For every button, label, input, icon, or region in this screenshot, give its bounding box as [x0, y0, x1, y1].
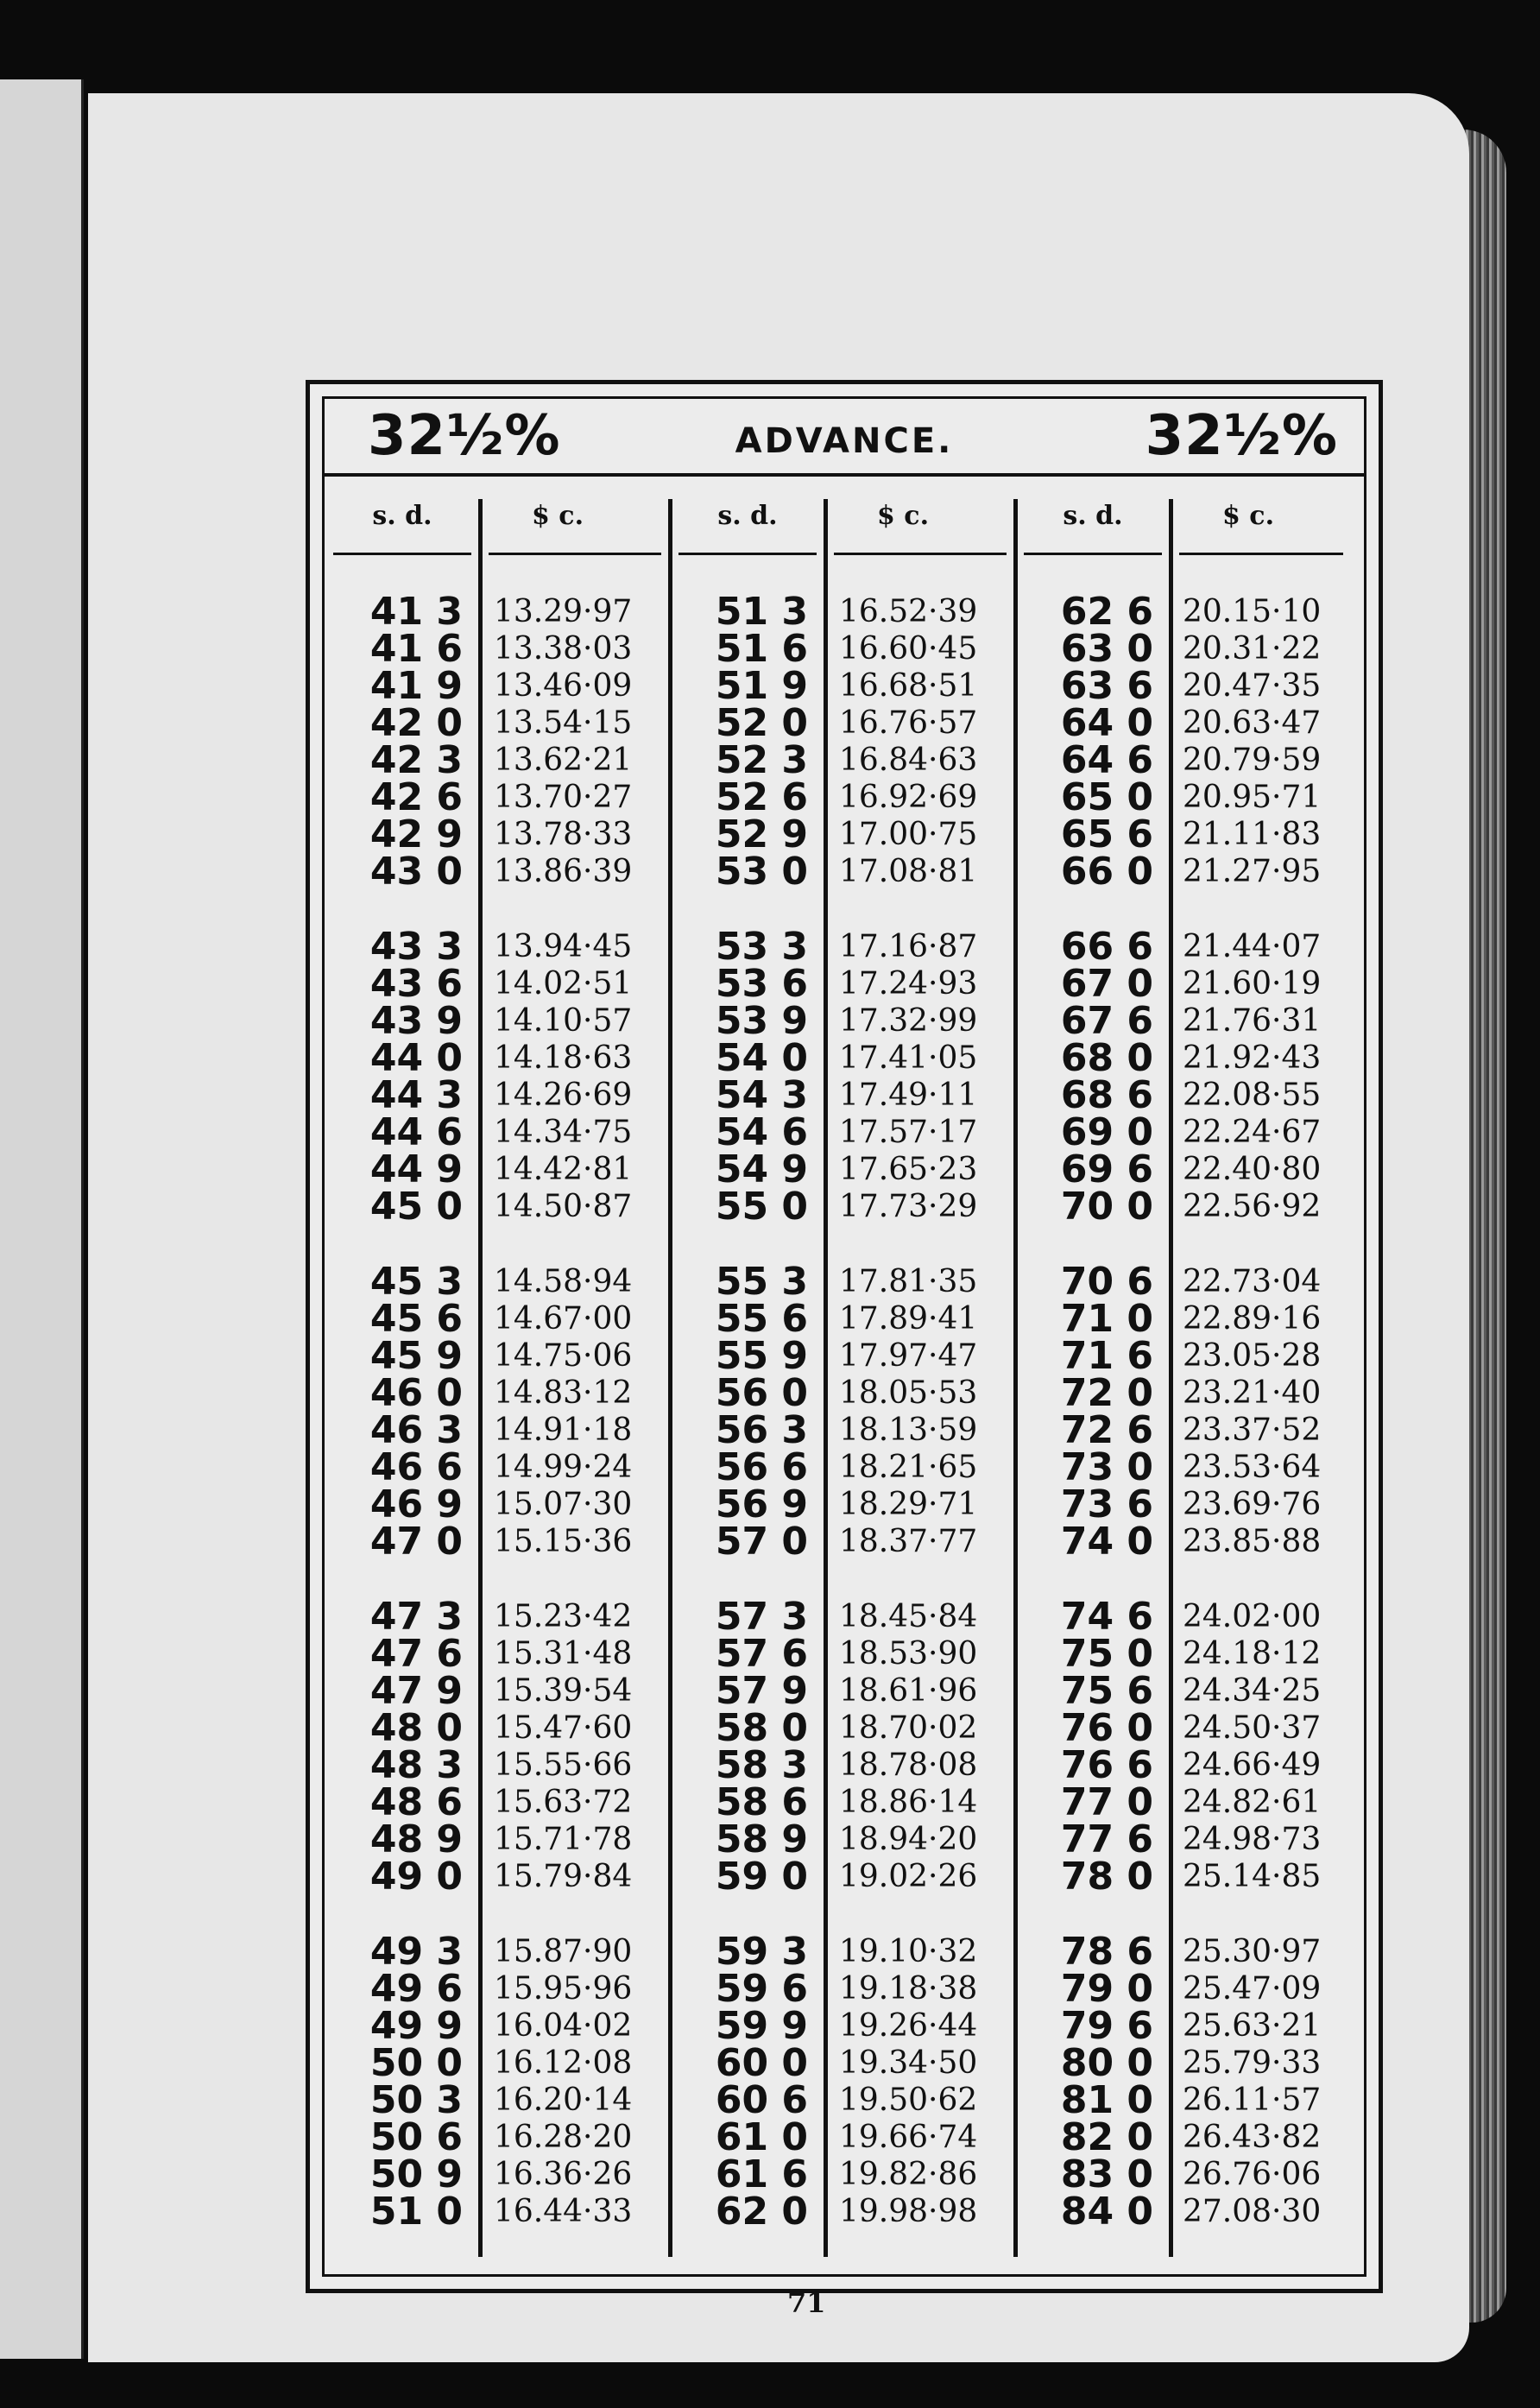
row-block: [981, 1260, 1153, 1564]
sd-cell: 46 6: [369, 1445, 463, 1489]
dollar-cell: 17.81·35: [839, 1264, 978, 1299]
dollar-cell: 19.82·86: [839, 2157, 978, 2192]
dollar-cell: 15.79·84: [494, 1859, 633, 1894]
dollar-cell: 18.53·90: [839, 1636, 978, 1672]
row-block: [981, 925, 1153, 1229]
sd-cell: 58 6: [715, 1780, 808, 1824]
dollar-cell: 19.26·44: [839, 2008, 978, 2044]
sd-cell: 77 6: [1060, 1817, 1153, 1861]
dollar-cell: 15.47·60: [494, 1710, 633, 1746]
sd-cell: 82 0: [1060, 2115, 1153, 2159]
dollar-cell: 16.12·08: [494, 2045, 633, 2081]
column-dc-3: [1183, 593, 1364, 2268]
sd-cell: 42 9: [369, 812, 463, 856]
dollar-cell: 15.55·66: [494, 1748, 633, 1783]
sd-cell: 60 0: [715, 2041, 808, 2085]
sd-cell: 46 3: [369, 1408, 463, 1452]
sd-cell: 67 6: [1060, 999, 1153, 1043]
sd-cell: 65 6: [1060, 812, 1153, 856]
sd-cell: 61 6: [715, 2152, 808, 2196]
sd-cell: 56 0: [715, 1371, 808, 1415]
dollar-cell: 13.62·21: [494, 743, 633, 778]
sd-cell: 54 0: [715, 1036, 808, 1080]
sd-cell: 42 6: [369, 775, 463, 819]
dollar-cell: 18.21·65: [839, 1450, 978, 1485]
dollar-cell: 21.27·95: [1183, 854, 1322, 889]
sd-cell: 53 0: [715, 850, 808, 894]
dollar-cell: 24.34·25: [1183, 1673, 1322, 1709]
sd-cell: 42 0: [369, 701, 463, 745]
sd-cell: 52 3: [715, 738, 808, 782]
page-number: 71: [787, 2286, 826, 2319]
dollar-cell: 26.76·06: [1183, 2157, 1322, 2192]
sd-cell: 53 3: [715, 925, 808, 969]
percent-left: 32½%: [368, 404, 561, 468]
dollar-cell: 15.31·48: [494, 1636, 633, 1672]
dollar-cell: 15.39·54: [494, 1673, 633, 1709]
sd-cell: 47 6: [369, 1632, 463, 1676]
sd-cell: 62 6: [1060, 590, 1153, 634]
dollar-cell: 17.89·41: [839, 1301, 978, 1337]
column-rule: [1169, 499, 1173, 2257]
dollar-cell: 19.02·26: [839, 1859, 978, 1894]
sd-cell: 74 0: [1060, 1520, 1153, 1564]
dollar-cell: 20.63·47: [1183, 705, 1322, 741]
sd-cell: 57 3: [715, 1595, 808, 1639]
row-block: [290, 590, 463, 894]
sd-cell: 59 3: [715, 1930, 808, 1974]
dollar-cell: 19.10·32: [839, 1934, 978, 1969]
dollar-cell: 26.11·57: [1183, 2083, 1322, 2118]
dollar-cell: 22.40·80: [1183, 1152, 1322, 1187]
sd-cell: 44 3: [369, 1073, 463, 1117]
dollar-cell: 13.38·03: [494, 631, 633, 667]
dollar-cell: 22.89·16: [1183, 1301, 1322, 1337]
row-block: [1183, 1598, 1364, 1895]
sd-cell: 51 9: [715, 664, 808, 708]
row-block: [1183, 1933, 1364, 2230]
dollar-cell: 20.47·35: [1183, 668, 1322, 704]
sd-cell: 52 9: [715, 812, 808, 856]
dollar-cell: 22.56·92: [1183, 1189, 1322, 1224]
dollar-cell: 19.50·62: [839, 2083, 978, 2118]
row-block: [290, 1595, 463, 1899]
dollar-cell: 13.54·15: [494, 705, 633, 741]
row-block: [635, 1260, 808, 1564]
sd-cell: 73 6: [1060, 1482, 1153, 1526]
sd-cell: 75 0: [1060, 1632, 1153, 1676]
dollar-cell: 19.66·74: [839, 2120, 978, 2155]
sd-cell: 43 0: [369, 850, 463, 894]
sd-cell: 72 6: [1060, 1408, 1153, 1452]
sd-cell: 41 9: [369, 664, 463, 708]
sd-cell: 51 3: [715, 590, 808, 634]
col-underline: [333, 553, 471, 555]
column-rule: [824, 499, 828, 2257]
dollar-cell: 14.99·24: [494, 1450, 633, 1485]
sd-cell: 43 6: [369, 962, 463, 1006]
dollar-cell: 22.24·67: [1183, 1115, 1322, 1150]
row-block: [981, 1930, 1153, 2234]
dollar-cell: 14.67·00: [494, 1301, 633, 1337]
dollar-cell: 22.73·04: [1183, 1264, 1322, 1299]
sd-cell: 71 6: [1060, 1334, 1153, 1378]
row-block: [635, 925, 808, 1229]
dollar-cell: 25.79·33: [1183, 2045, 1322, 2081]
dollar-cell: 16.60·45: [839, 631, 978, 667]
dollar-cell: 25.47·09: [1183, 1971, 1322, 2007]
sd-cell: 69 0: [1060, 1110, 1153, 1154]
dollar-cell: 14.02·51: [494, 966, 633, 1002]
sd-cell: 58 9: [715, 1817, 808, 1861]
row-block: [635, 1595, 808, 1899]
dollar-cell: 16.68·51: [839, 668, 978, 704]
dollar-cell: 14.26·69: [494, 1078, 633, 1113]
row-block: [290, 1260, 463, 1564]
dollar-cell: 18.29·71: [839, 1487, 978, 1522]
table-title: ADVANCE.: [735, 421, 954, 461]
sd-cell: 41 6: [369, 627, 463, 671]
dollar-cell: 17.57·17: [839, 1115, 978, 1150]
sd-cell: 55 3: [715, 1260, 808, 1304]
dollar-cell: 24.18·12: [1183, 1636, 1322, 1672]
sd-cell: 57 9: [715, 1669, 808, 1713]
dollar-cell: 15.07·30: [494, 1487, 633, 1522]
dollar-cell: 18.61·96: [839, 1673, 978, 1709]
col-head-sd-2: s. d.: [717, 501, 778, 531]
dollar-cell: 17.00·75: [839, 817, 978, 852]
sd-cell: 59 9: [715, 2004, 808, 2048]
column-sd-2: [635, 590, 808, 2268]
sd-cell: 55 0: [715, 1185, 808, 1229]
row-block: [1183, 593, 1364, 890]
dollar-cell: 18.86·14: [839, 1785, 978, 1820]
sd-cell: 47 0: [369, 1520, 463, 1564]
sd-cell: 66 6: [1060, 925, 1153, 969]
sd-cell: 60 6: [715, 2078, 808, 2122]
sd-cell: 48 9: [369, 1817, 463, 1861]
sd-cell: 50 6: [369, 2115, 463, 2159]
dollar-cell: 14.58·94: [494, 1264, 633, 1299]
dollar-cell: 13.86·39: [494, 854, 633, 889]
dollar-cell: 14.42·81: [494, 1152, 633, 1187]
sd-cell: 65 0: [1060, 775, 1153, 819]
sd-cell: 49 6: [369, 1967, 463, 2011]
sd-cell: 79 6: [1060, 2004, 1153, 2048]
sd-cell: 50 3: [369, 2078, 463, 2122]
dollar-cell: 18.45·84: [839, 1599, 978, 1634]
sd-cell: 64 6: [1060, 738, 1153, 782]
dollar-cell: 16.36·26: [494, 2157, 633, 2192]
dollar-cell: 22.08·55: [1183, 1078, 1322, 1113]
dollar-cell: 24.02·00: [1183, 1599, 1322, 1634]
col-head-dc-2: $ c.: [876, 501, 930, 531]
table-header: [325, 399, 1364, 477]
sd-cell: 83 0: [1060, 2152, 1153, 2196]
dollar-cell: 17.24·93: [839, 966, 978, 1002]
sd-cell: 62 0: [715, 2190, 808, 2234]
sd-cell: 72 0: [1060, 1371, 1153, 1415]
dollar-cell: 19.18·38: [839, 1971, 978, 2007]
sd-cell: 49 3: [369, 1930, 463, 1974]
sd-cell: 63 0: [1060, 627, 1153, 671]
dollar-cell: 16.04·02: [494, 2008, 633, 2044]
sd-cell: 68 6: [1060, 1073, 1153, 1117]
dollar-cell: 17.32·99: [839, 1003, 978, 1039]
dollar-cell: 23.21·40: [1183, 1375, 1322, 1411]
row-block: [981, 1595, 1153, 1899]
sd-cell: 56 9: [715, 1482, 808, 1526]
dollar-cell: 13.29·97: [494, 594, 633, 629]
sd-cell: 73 0: [1060, 1445, 1153, 1489]
dollar-cell: 16.28·20: [494, 2120, 633, 2155]
dollar-cell: 17.97·47: [839, 1338, 978, 1374]
dollar-cell: 17.41·05: [839, 1040, 978, 1076]
dollar-cell: 13.46·09: [494, 668, 633, 704]
dollar-cell: 21.44·07: [1183, 929, 1322, 964]
dollar-cell: 14.83·12: [494, 1375, 633, 1411]
dollar-cell: 25.63·21: [1183, 2008, 1322, 2044]
sd-cell: 56 3: [715, 1408, 808, 1452]
sd-cell: 47 3: [369, 1595, 463, 1639]
dollar-cell: 15.23·42: [494, 1599, 633, 1634]
sd-cell: 63 6: [1060, 664, 1153, 708]
sd-cell: 46 9: [369, 1482, 463, 1526]
dollar-cell: 24.66·49: [1183, 1748, 1322, 1783]
sd-cell: 41 3: [369, 590, 463, 634]
row-block: [290, 925, 463, 1229]
dollar-cell: 14.34·75: [494, 1115, 633, 1150]
sd-cell: 58 3: [715, 1743, 808, 1787]
sd-cell: 52 0: [715, 701, 808, 745]
sd-cell: 69 6: [1060, 1147, 1153, 1191]
sd-cell: 66 0: [1060, 850, 1153, 894]
sd-cell: 53 9: [715, 999, 808, 1043]
col-underline: [1179, 553, 1343, 555]
dollar-cell: 18.94·20: [839, 1822, 978, 1857]
dollar-cell: 15.95·96: [494, 1971, 633, 2007]
dollar-cell: 15.15·36: [494, 1524, 633, 1559]
dollar-cell: 16.44·33: [494, 2194, 633, 2229]
col-underline: [489, 553, 661, 555]
col-underline: [834, 553, 1007, 555]
sd-cell: 81 0: [1060, 2078, 1153, 2122]
dollar-cell: 18.13·59: [839, 1413, 978, 1448]
dollar-cell: 14.75·06: [494, 1338, 633, 1374]
dollar-cell: 13.70·27: [494, 780, 633, 815]
dollar-cell: 23.53·64: [1183, 1450, 1322, 1485]
sd-cell: 84 0: [1060, 2190, 1153, 2234]
table-inner-frame: [322, 396, 1366, 2277]
sd-cell: 52 6: [715, 775, 808, 819]
dollar-cell: 21.92·43: [1183, 1040, 1322, 1076]
dollar-cell: 20.95·71: [1183, 780, 1322, 815]
col-head-dc-3: $ c.: [1221, 501, 1275, 531]
dollar-cell: 13.78·33: [494, 817, 633, 852]
row-block: [635, 1930, 808, 2234]
sd-cell: 44 6: [369, 1110, 463, 1154]
dollar-cell: 17.08·81: [839, 854, 978, 889]
sd-cell: 48 3: [369, 1743, 463, 1787]
sd-cell: 48 6: [369, 1780, 463, 1824]
dollar-cell: 23.69·76: [1183, 1487, 1322, 1522]
dollar-cell: 24.98·73: [1183, 1822, 1322, 1857]
dollar-cell: 14.10·57: [494, 1003, 633, 1039]
sd-cell: 56 6: [715, 1445, 808, 1489]
dollar-cell: 21.60·19: [1183, 966, 1322, 1002]
sd-cell: 77 0: [1060, 1780, 1153, 1824]
dollar-cell: 16.52·39: [839, 594, 978, 629]
sd-cell: 45 3: [369, 1260, 463, 1304]
sd-cell: 42 3: [369, 738, 463, 782]
percent-right: 32½%: [1145, 404, 1338, 468]
sd-cell: 49 0: [369, 1855, 463, 1899]
dollar-cell: 21.76·31: [1183, 1003, 1322, 1039]
sd-cell: 49 9: [369, 2004, 463, 2048]
sd-cell: 75 6: [1060, 1669, 1153, 1713]
dollar-cell: 14.91·18: [494, 1413, 633, 1448]
sd-cell: 54 6: [715, 1110, 808, 1154]
sd-cell: 68 0: [1060, 1036, 1153, 1080]
dollar-cell: 25.14·85: [1183, 1859, 1322, 1894]
sd-cell: 70 6: [1060, 1260, 1153, 1304]
col-head-sd-3: s. d.: [1063, 501, 1123, 531]
col-head-sd-1: s. d.: [372, 501, 432, 531]
row-block: [290, 1930, 463, 2234]
sd-cell: 43 9: [369, 999, 463, 1043]
sd-cell: 59 6: [715, 1967, 808, 2011]
left-page-edge: [0, 79, 84, 2359]
sd-cell: 71 0: [1060, 1297, 1153, 1341]
sd-cell: 46 0: [369, 1371, 463, 1415]
dollar-cell: 27.08·30: [1183, 2194, 1322, 2229]
dollar-cell: 13.94·45: [494, 929, 633, 964]
dollar-cell: 18.05·53: [839, 1375, 978, 1411]
dollar-cell: 24.50·37: [1183, 1710, 1322, 1746]
dollar-cell: 15.87·90: [494, 1934, 633, 1969]
dollar-cell: 23.05·28: [1183, 1338, 1322, 1374]
col-head-dc-1: $ c.: [531, 501, 584, 531]
sd-cell: 54 3: [715, 1073, 808, 1117]
sd-cell: 47 9: [369, 1669, 463, 1713]
sd-cell: 51 6: [715, 627, 808, 671]
dollar-cell: 20.31·22: [1183, 631, 1322, 667]
dollar-cell: 14.50·87: [494, 1189, 633, 1224]
sd-cell: 45 6: [369, 1297, 463, 1341]
sd-cell: 61 0: [715, 2115, 808, 2159]
dollar-cell: 18.78·08: [839, 1748, 978, 1783]
sd-cell: 57 0: [715, 1520, 808, 1564]
dollar-cell: 17.49·11: [839, 1078, 978, 1113]
sd-cell: 80 0: [1060, 2041, 1153, 2085]
dollar-cell: 19.34·50: [839, 2045, 978, 2081]
dollar-cell: 17.16·87: [839, 929, 978, 964]
sd-cell: 79 0: [1060, 1967, 1153, 2011]
sd-cell: 48 0: [369, 1706, 463, 1750]
col-underline: [1024, 553, 1162, 555]
dollar-cell: 14.18·63: [494, 1040, 633, 1076]
dollar-cell: 18.70·02: [839, 1710, 978, 1746]
dollar-cell: 20.79·59: [1183, 743, 1322, 778]
sd-cell: 51 0: [369, 2190, 463, 2234]
sd-cell: 59 0: [715, 1855, 808, 1899]
sd-cell: 50 9: [369, 2152, 463, 2196]
dollar-cell: 16.84·63: [839, 743, 978, 778]
row-block: [981, 590, 1153, 894]
sd-cell: 44 9: [369, 1147, 463, 1191]
dollar-cell: 24.82·61: [1183, 1785, 1322, 1820]
dollar-cell: 23.37·52: [1183, 1413, 1322, 1448]
sd-cell: 50 0: [369, 2041, 463, 2085]
sd-cell: 78 6: [1060, 1930, 1153, 1974]
dollar-cell: 15.71·78: [494, 1822, 633, 1857]
conversion-table: [306, 380, 1383, 2293]
dollar-cell: 15.63·72: [494, 1785, 633, 1820]
sd-cell: 45 0: [369, 1185, 463, 1229]
row-block: [1183, 928, 1364, 1225]
sd-cell: 55 9: [715, 1334, 808, 1378]
dollar-cell: 16.92·69: [839, 780, 978, 815]
sd-cell: 58 0: [715, 1706, 808, 1750]
dollar-cell: 18.37·77: [839, 1524, 978, 1559]
sd-cell: 76 0: [1060, 1706, 1153, 1750]
column-rule: [478, 499, 483, 2257]
sd-cell: 74 6: [1060, 1595, 1153, 1639]
dollar-cell: 19.98·98: [839, 2194, 978, 2229]
sd-cell: 55 6: [715, 1297, 808, 1341]
dollar-cell: 20.15·10: [1183, 594, 1322, 629]
sd-cell: 76 6: [1060, 1743, 1153, 1787]
sd-cell: 57 6: [715, 1632, 808, 1676]
sd-cell: 67 0: [1060, 962, 1153, 1006]
dollar-cell: 16.76·57: [839, 705, 978, 741]
sd-cell: 70 0: [1060, 1185, 1153, 1229]
sd-cell: 54 9: [715, 1147, 808, 1191]
sd-cell: 64 0: [1060, 701, 1153, 745]
sd-cell: 43 3: [369, 925, 463, 969]
sd-cell: 53 6: [715, 962, 808, 1006]
sd-cell: 45 9: [369, 1334, 463, 1378]
dollar-cell: 21.11·83: [1183, 817, 1322, 852]
column-sd-3: [981, 590, 1153, 2268]
dollar-cell: 16.20·14: [494, 2083, 633, 2118]
sd-cell: 44 0: [369, 1036, 463, 1080]
sd-cell: 78 0: [1060, 1855, 1153, 1899]
dollar-cell: 26.43·82: [1183, 2120, 1322, 2155]
book-page: [88, 93, 1469, 2362]
col-underline: [678, 553, 817, 555]
row-block: [635, 590, 808, 894]
dollar-cell: 17.73·29: [839, 1189, 978, 1224]
dollar-cell: 17.65·23: [839, 1152, 978, 1187]
dollar-cell: 25.30·97: [1183, 1934, 1322, 1969]
dollar-cell: 23.85·88: [1183, 1524, 1322, 1559]
row-block: [1183, 1263, 1364, 1560]
column-sd-1: [290, 590, 463, 2268]
